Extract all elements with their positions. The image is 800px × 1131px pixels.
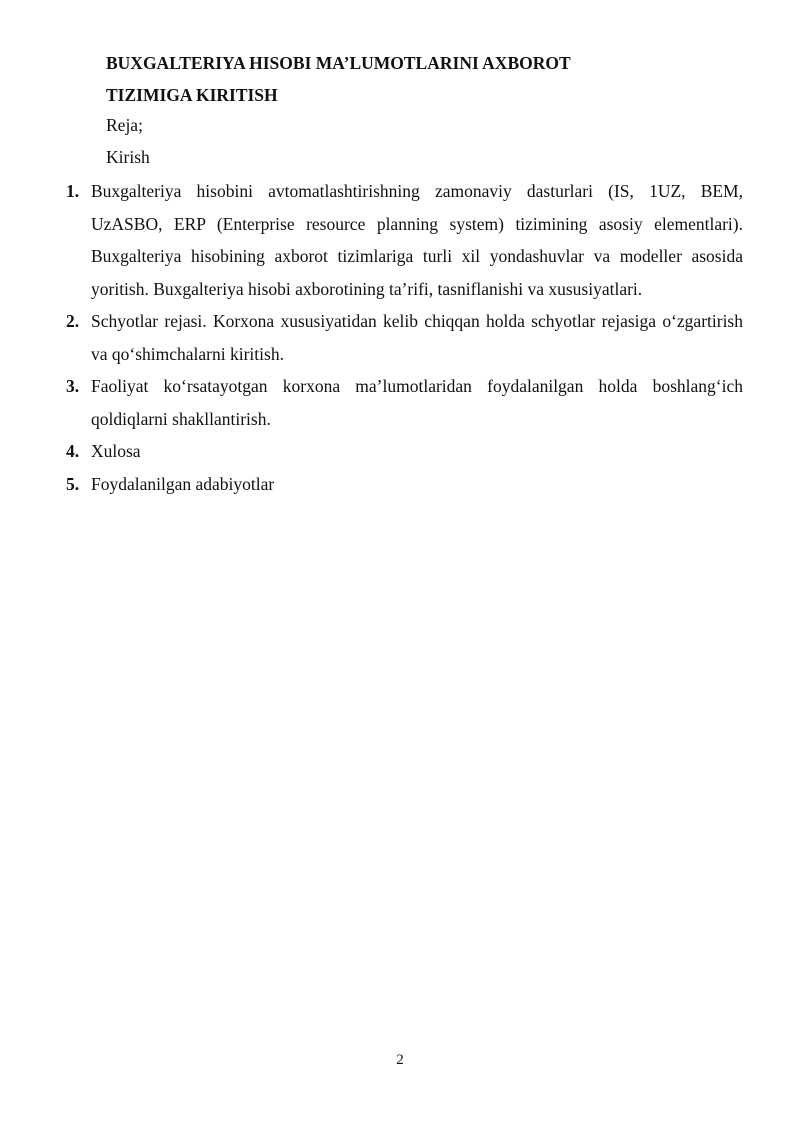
title-line-2: TIZIMIGA KIRITISH	[106, 85, 278, 105]
plan-item-number: 2.	[66, 311, 80, 331]
plan-item-1	[66, 175, 743, 305]
plan-item-text: Faoliyat ko‘rsatayotgan korxona ma’lumotlaridan foydalanilgan holda boshlang‘ich qoldiqlarni shakllantirish.	[91, 376, 743, 429]
plan-item-5	[66, 468, 743, 501]
page-number: 2	[396, 1052, 404, 1068]
document-title	[106, 47, 706, 111]
plan-item-number: 5.	[66, 473, 80, 494]
plan-list	[66, 175, 743, 500]
plan-item-number: 1.	[66, 181, 80, 201]
plan-item-text: Schyotlar rejasi. Korxona xususiyatidan kelib chiqqan holda schyotlar rejasiga o‘zgartirish va qo‘shimchalarni kiritish.	[91, 311, 743, 364]
plan-label: Reja;	[106, 115, 143, 135]
plan-item-3	[66, 370, 743, 435]
intro-label: Kirish	[106, 147, 150, 167]
plan-item-text: Buxgalteriya hisobini avtomatlashtirishning zamonaviy dasturlari (IS, 1UZ, BEM, UzASBO, ERP (Enterprise resource planning system) tizimining asosiy elementlari). Buxgalteriya hisobining axborot tizimlariga turli xil yondashuvlar va modeller asosida yoritish. Buxgalteriya hisobi axborotining ta’rifi, tasniflanishi va xususiyatlari.	[91, 181, 743, 299]
plan-item-text: Foydalanilgan adabiyotlar	[91, 473, 275, 494]
title-line-1: BUXGALTERIYA HISOBI MA’LUMOTLARINI AXBOROT	[106, 53, 571, 73]
plan-item-4	[66, 435, 743, 468]
plan-item-2	[66, 305, 743, 370]
plan-item-number: 4.	[66, 441, 80, 461]
plan-item-number: 3.	[66, 376, 80, 396]
plan-item-text: Xulosa	[91, 441, 141, 461]
